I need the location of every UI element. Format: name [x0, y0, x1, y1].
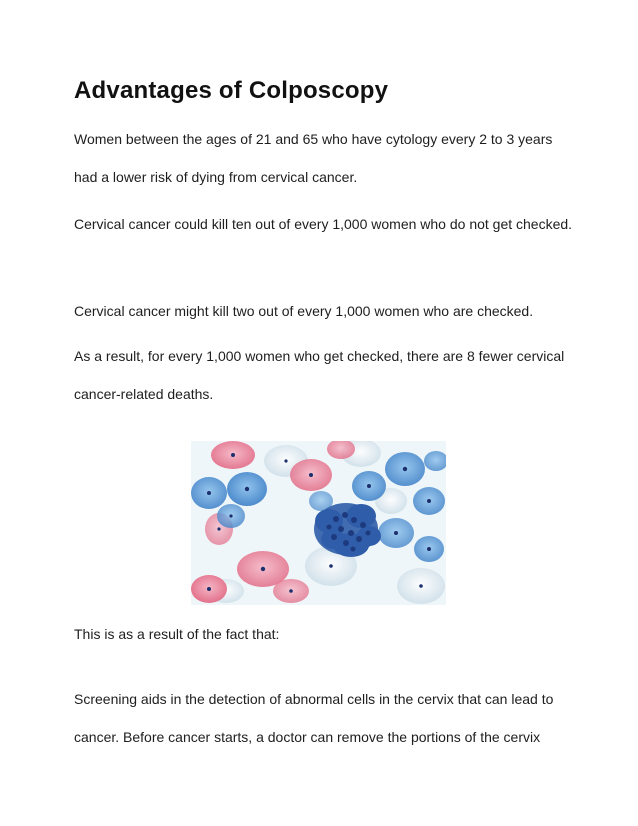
paragraph-checked-risk: Cervical cancer might kill two out of every 1,000 women who are checked.	[74, 303, 534, 319]
paragraph-unchecked-risk: Cervical cancer could kill ten out of every 1,000 women who do not get checked.	[74, 216, 573, 232]
paragraph-cytology-benefit: Women between the ages of 21 and 65 who have cytology every 2 to 3 years had a lower risk of dying from cervical cancer.	[74, 131, 553, 185]
cytology-microscopy-image	[191, 441, 446, 605]
paragraph-screening-detection: Screening aids in the detection of abnormal cells in the cervix that can lead to cancer. Before cancer starts, a doctor can remove the portions of the cervix	[74, 691, 554, 745]
page-title: Advantages of Colposcopy	[74, 77, 389, 104]
paragraph-fewer-deaths: As a result, for every 1,000 women who get checked, there are 8 fewer cervical cancer-related deaths.	[74, 348, 565, 402]
paragraph-reason-intro: This is as a result of the fact that:	[74, 626, 280, 642]
microscopy-image-graphic	[191, 441, 446, 605]
